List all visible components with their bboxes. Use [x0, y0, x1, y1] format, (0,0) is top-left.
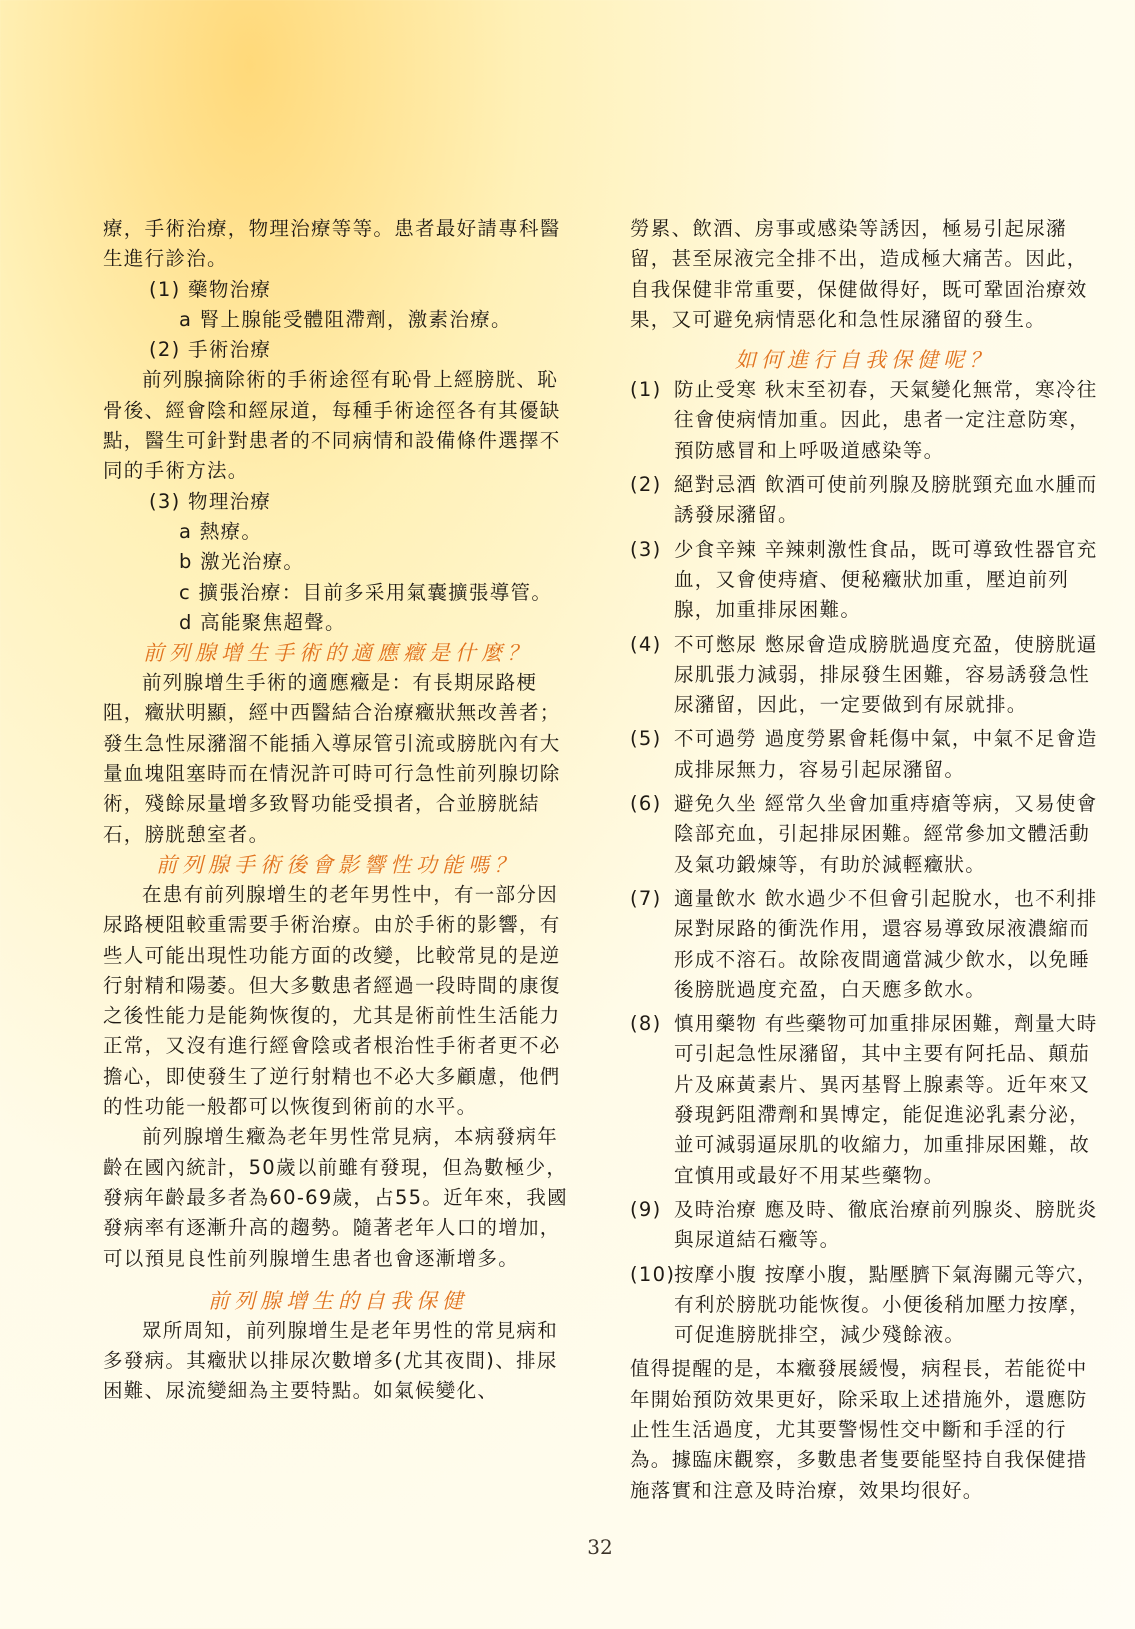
treatment-3c: c 擴張治療：目前多采用氣囊擴張導管。 [179, 580, 553, 604]
list-item [630, 789, 1100, 880]
indications-paragraph: 前列腺增生手術的適應癥是：有長期尿路梗阻，癥狀明顯，經中西醫結合治療癥狀無改善者；發生急性尿瀦溜不能插入導尿管引流或膀胱內有大量血塊阻塞時而在情況許可時可行急性前列腺切除術，殘餘尿量增多致腎功能受損者，合並膀胱結石，膀胱憩室者。 [103, 671, 561, 846]
item-number: (6) [630, 792, 662, 816]
list-item [630, 630, 1100, 721]
item-text: 及時治療 應及時、徹底治療前列腺炎、膀胱炎與尿道結石癥等。 [674, 1197, 1098, 1252]
item-text: 不可過勞 過度勞累會耗傷中氣，中氣不足會造成排尿無力，容易引起尿瀦留。 [674, 727, 1098, 781]
item-text: 慎用藥物 有些藥物可加重排尿困難，劑量大時可引起急性尿瀦留，其中主要有阿托品、顛茄片及麻黃素片、異丙基腎上腺素等。近年來又發現鈣阻滯劑和異博定，能促進泌乳素分泌，並可減弱逼尿肌的收縮力，加重排尿困難，故宜慎用或最好不用某些藥物。 [674, 1012, 1098, 1187]
continued-paragraph: 勞累、飲酒、房事或感染等誘因，極易引起尿瀦留，甚至尿液完全排不出，造成極大痛苦。因此，自我保健非常重要，保健做得好，既可鞏固治療效果，又可避免病情惡化和急性尿瀦留的發生。 [630, 217, 1088, 331]
item-number: (3) [630, 537, 662, 561]
treatment-2-paragraph: 前列腺摘除術的手術途徑有恥骨上經膀胱、恥骨後、經會陰和經尿道，每種手術途徑各有其優缺點，醫生可針對患者的不同病情和設備條件選擇不同的手術方法。 [103, 368, 561, 483]
item-number: (4) [630, 632, 662, 656]
section-heading-indications: 前列腺增生手術的適應癥是什麼？ [143, 641, 533, 666]
treatment-3b: b 激光治療。 [179, 550, 305, 574]
item-number: (2) [630, 473, 662, 497]
treatment-2-heading: (2) 手術治療 [149, 338, 272, 362]
section-heading-sexual-function: 前列腺手術後會影響性功能嗎？ [156, 852, 520, 877]
item-text: 避免久坐 經常久坐會加重痔瘡等病，又易使會陰部充血，引起排尿困難。經常參加文體活動及氣功鍛煉等，有助於減輕癥狀。 [674, 792, 1098, 876]
treatment-3-heading: (3) 物理治療 [149, 489, 272, 513]
section-heading-self-care: 前列腺增生的自我保健 [208, 1288, 468, 1313]
item-number: (10) [630, 1262, 676, 1286]
list-item [630, 884, 1100, 1005]
treatment-3a: a 熱療。 [179, 519, 263, 543]
closing-paragraph: 值得提醒的是，本癥發展緩慢，病程長，若能從中年開始預防效果更好，除采取上述措施外，還應防止性生活過度，尤其要警惕性交中斷和手淫的行為。據臨床觀察，多數患者隻要能堅持自我保健措施落實和注意及時治療，效果均很好。 [630, 1357, 1088, 1502]
list-item [630, 470, 1100, 531]
item-text: 按摩小腹 按摩小腹，點壓臍下氣海關元等穴，有利於膀胱功能恢復。小便後稍加壓力按摩，可促進膀胱排空，減少殘餘液。 [674, 1262, 1098, 1347]
item-text: 絕對忌酒 飲酒可使前列腺及膀胱頸充血水腫而誘發尿瀦留。 [674, 473, 1098, 527]
item-text: 防止受寒 秋末至初春，天氣變化無常，寒冷往往會使病情加重。因此，患者一定注意防寒，預防感冒和上呼吸道感染等。 [674, 378, 1098, 462]
sexual-function-paragraph: 在患有前列腺增生的老年男性中，有一部分因尿路梗阻較重需要手術治療。由於手術的影響，有些人可能出現性功能方面的改變，比較常見的是逆行射精和陽萎。但大多數患者經過一段時間的康復之後性能力是能夠恢復的，尤其是術前性生活能力正常，又沒有進行經會陰或者根治性手術者更不必擔心，即使發生了逆行射精也不必大多顧慮，他們的性功能一般都可以恢復到術前的水平。 [103, 882, 561, 1119]
item-number: (9) [630, 1197, 662, 1221]
item-text: 不可憋尿 憋尿會造成膀胱過度充盈，使膀胱逼尿肌張力減弱，排尿發生困難，容易誘發急性尿瀦留，因此，一定要做到有尿就排。 [674, 632, 1098, 717]
item-number: (8) [630, 1012, 662, 1036]
item-number: (5) [630, 727, 662, 751]
self-care-list [630, 375, 1100, 1350]
treatment-1-heading: (1) 藥物治療 [149, 277, 272, 301]
section-heading-how-to: 如何進行自我保健呢？ [735, 348, 995, 373]
list-item [630, 724, 1100, 785]
item-number: (7) [630, 886, 662, 910]
item-number: (1) [630, 378, 662, 402]
left-column [103, 214, 573, 1407]
list-item [630, 535, 1100, 626]
list-item [630, 1195, 1100, 1256]
list-item [630, 1260, 1100, 1351]
list-item [630, 1009, 1100, 1191]
right-column [630, 214, 1100, 1506]
list-item [630, 375, 1100, 466]
treatment-1a: a 腎上腺能受體阻滯劑，激素治療。 [179, 307, 512, 331]
statistics-paragraph: 前列腺增生癥為老年男性常見病，本病發病年齡在國內統計，50歲以前雖有發現，但為數極少，發病年齡最多者為60-69歲，占55。近年來，我國發病率有逐漸升高的趨勢。隨著老年人口的增加，可以預見良性前列腺增生患者也會逐漸增多。 [103, 1125, 568, 1270]
item-text: 少食辛辣 辛辣刺激性食品，既可導致性器官充血，又會使痔瘡、便秘癥狀加重，壓迫前列腺，加重排尿困難。 [674, 537, 1098, 622]
page-number: 32 [587, 1535, 613, 1559]
intro-paragraph: 療，手術治療，物理治療等等。患者最好請專科醫生進行診治。 [103, 217, 561, 271]
item-text: 適量飲水 飲水過少不但會引起脫水，也不利排尿對尿路的衝洗作用，還容易導致尿液濃縮而形成不溶石。故除夜間適當減少飲水，以免睡後膀胱過度充盈，白天應多飲水。 [674, 886, 1098, 1001]
self-care-paragraph: 眾所周知，前列腺增生是老年男性的常見病和多發病。其癥狀以排尿次數增多(尤其夜間)、排尿困難、尿流變細為主要特點。如氣候變化、 [103, 1318, 559, 1403]
treatment-3d: d 高能聚焦超聲。 [179, 610, 346, 634]
